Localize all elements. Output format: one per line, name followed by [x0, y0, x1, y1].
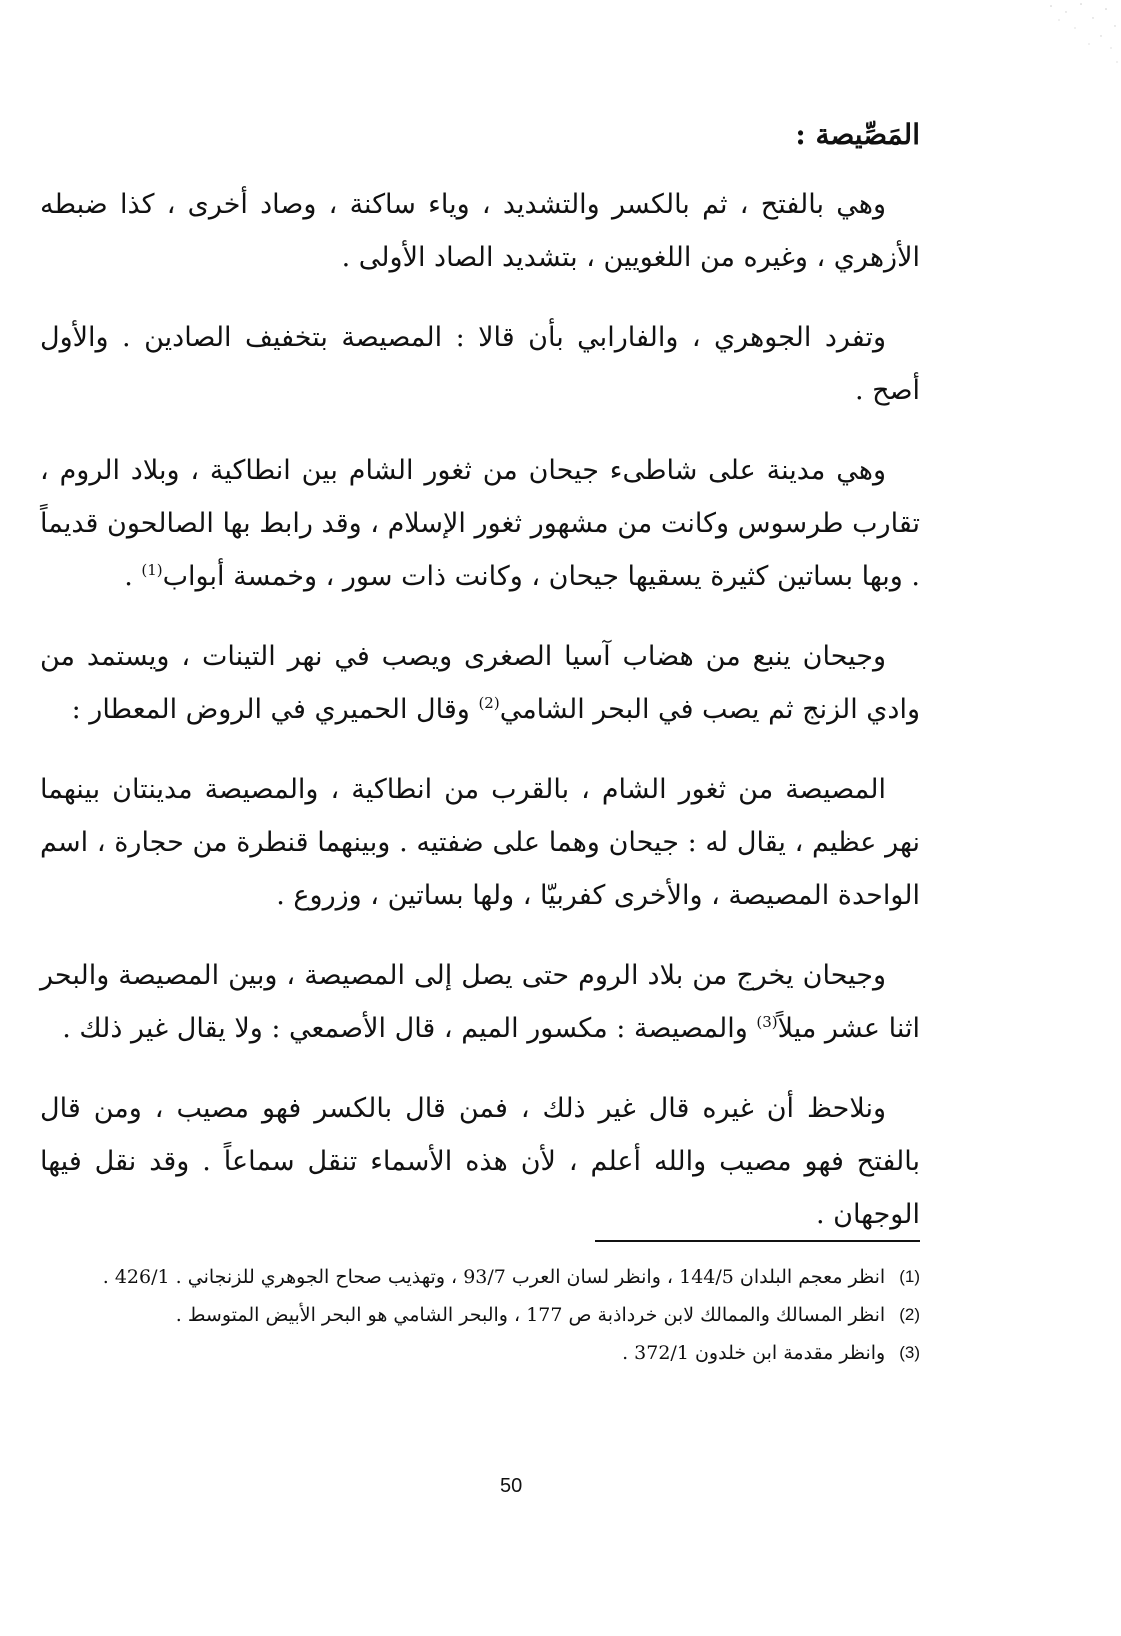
paragraph-text-continued: . [124, 561, 142, 592]
footnote-item [40, 1258, 920, 1296]
paragraph-text: ونلاحظ أن غيره قال غير ذلك ، فمن قال بالكسر فهو مصيب ، ومن قال بالفتح فهو مصيب والله أعلم ، لأن هذه الأسماء تنقل سماعاً . وقد نقل فيها الوجهان . [40, 1093, 920, 1230]
paragraph [40, 763, 920, 922]
book-page [40, 0, 920, 1636]
paragraph [40, 949, 920, 1055]
paragraph-text: وجيحان يخرج من بلاد الروم حتى يصل إلى المصيصة ، وبين المصيصة والبحر اثنا عشر ميلاً [40, 960, 920, 1044]
paragraph [40, 178, 920, 284]
paragraph-text-continued: وقال الحميري في الروض المعطار : [71, 694, 479, 725]
paragraph-text: وتفرد الجوهري ، والفارابي بأن قالا : المصيصة بتخفيف الصادين . والأول أصح . [40, 322, 920, 406]
footnote-text: انظر معجم البلدان 144/5 ، وانظر لسان العرب 93/7 ، وتهذيب صحاح الجوهري للزنجاني . 426/1 . [102, 1266, 886, 1288]
paragraph-text: وجيحان ينبع من هضاب آسيا الصغرى ويصب في نهر التينات ، ويستمد من وادي الزنج ثم يصب في البحر الشامي [40, 641, 920, 725]
footnotes-list [40, 1258, 920, 1372]
footnote-text: وانظر مقدمة ابن خلدون 372/1 . [622, 1342, 886, 1364]
paragraph-text: المصيصة من ثغور الشام ، بالقرب من انطاكية ، والمصيصة مدينتان بينهما نهر عظيم ، يقال له : جيحان وهما على ضفتيه . وبينهما قنطرة من حجارة ، اسم الواحدة المصيصة ، والأخرى كفربيّا ، ولها بساتين ، وزروع . [40, 774, 920, 911]
footnote-marker: (3) [899, 1343, 920, 1362]
paragraph [40, 311, 920, 417]
footnote-reference: (1) [141, 561, 163, 579]
footnote-marker: (1) [899, 1267, 920, 1286]
paragraph-text: وهي بالفتح ، ثم بالكسر والتشديد ، وياء ساكنة ، وصاد أخرى ، كذا ضبطه الأزهري ، وغيره من اللغويين ، بتشديد الصاد الأولى . [40, 189, 920, 273]
footnote-text: انظر المسالك والممالك لابن خرداذبة ص 177 ، والبحر الشامي هو البحر الأبيض المتوسط . [175, 1304, 886, 1326]
scan-speckle-decoration [1031, 0, 1121, 90]
footnote-marker: (2) [899, 1305, 920, 1324]
page-number: 50 [500, 1475, 523, 1497]
entry-heading: المَصِّيصة : [795, 118, 920, 151]
footnote-item [40, 1296, 920, 1334]
paragraph-text-continued: والمصيصة : مكسور الميم ، قال الأصمعي : ولا يقال غير ذلك . [62, 1013, 757, 1044]
footnote-reference: (2) [478, 694, 500, 712]
entry-body [40, 178, 920, 1268]
paragraph [40, 630, 920, 736]
footnote-item [40, 1334, 920, 1372]
paragraph-text: وهي مدينة على شاطىء جيحان من ثغور الشام بين انطاكية ، وبلاد الروم ، تقارب طرسوس وكانت من مشهور ثغور الإسلام ، وقد رابط بها الصالحون قديماً . وبها بساتين كثيرة يسقيها جيحان ، وكانت ذات سور ، وخمسة أبواب [40, 455, 920, 592]
paragraph [40, 444, 920, 603]
footnote-divider [595, 1240, 920, 1242]
paragraph [40, 1082, 920, 1241]
footnote-reference: (3) [756, 1013, 778, 1031]
